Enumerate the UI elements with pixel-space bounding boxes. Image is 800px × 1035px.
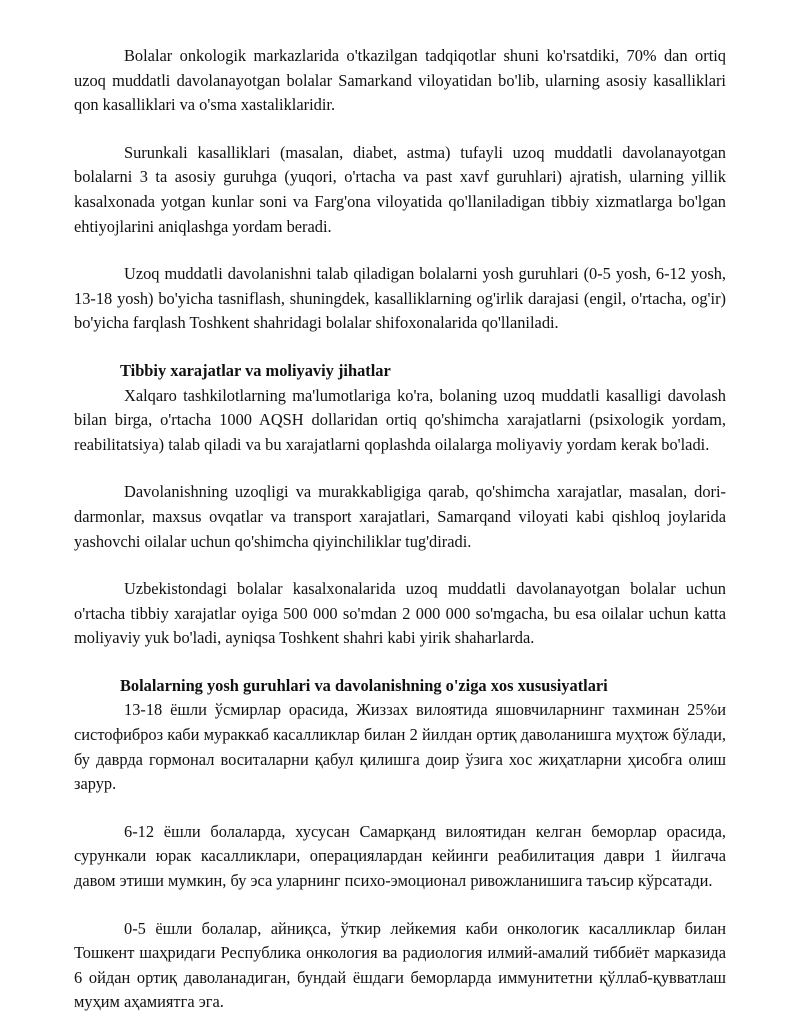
paragraph-age-group-classification: Uzoq muddatli davolanishni talab qiladigan bolalarni yosh guruhlari (0-5 yosh, 6-12 yosh, 13-18 yosh) bo'yicha tasniflash, shuningdek, kasalliklarning og'irlik darajasi (engil, o'rtacha, og'ir) bo'yicha farqlash Toshkent shahridagi bolalar shifoxonalarida qo'llaniladi. <box>74 264 726 333</box>
paragraph-additional-expenses: Davolanishning uzoqligi va murakkabligiga qarab, qo'shimcha xarajatlar, masalan, dori-darmonlar, maxsus ovqatlar va transport xarajatlari, Samarqand viloyati kabi qishloq joylarida yashovchi oilalar uchun qo'shimcha qiyinchiliklar tug'diradi. <box>74 482 726 551</box>
paragraph-children-6-12: 6-12 ёшли болаларда, хусусан Самарқанд вилоятидан келган беморлар орасида, сурункали юрак касалликлари, операциялардан кейинги реабилитация даври 1 йилгача давом этиши мумкин, бу эса уларнинг психо-эмоционал ривожланишига таъсир кўрсатади. <box>74 821 726 891</box>
section-heading-age-groups: Bolalarning yosh guruhlari va davolanishning o'ziga xos xususiyatlari <box>120 675 608 695</box>
paragraph-oncology-centers: Bolalar onkologik markazlarida o'tkazilgan tadqiqotlar shuni ko'rsatdiki, 70% dan ortiq uzoq muddatli davolanayotgan bolalar Samarkand viloyatidan bo'lib, ularning asosiy kasalliklari qon kasalliklari va o'sma xastaliklaridir. <box>74 46 726 115</box>
paragraph-chronic-diseases-groups: Surunkali kasalliklari (masalan, diabet, astma) tufayli uzoq muddatli davolanayotgan bolalarni 3 ta asosiy guruhga (yuqori, o'rtacha va past xavf guruhlari) ajratish, ularning yillik kasalxonada yotgan kunlar soni va Farg'ona viloyatida qo'llaniladigan tibbiy xizmatlarga bo'lgan ehtiyojlarini aniqlashga yordam beradi. <box>74 142 726 236</box>
paragraph-teenagers-13-18: 13-18 ёшли ўсмирлар орасида, Жиззах вилоятида яшовчиларнинг тахминан 25%и систофиброз каби мураккаб касалликлар билан 2 йилдан ортиқ даволанишга муҳтож бўлади, бу даврда гормонал воситаларни қабул қилишга доир ўзига хос жиҳатларни ҳисобга олиш зарур. <box>74 700 726 794</box>
section-heading-medical-costs: Tibbiy xarajatlar va moliyaviy jihatlar <box>120 360 391 380</box>
paragraph-monthly-costs: Uzbekistondagi bolalar kasalxonalarida uzoq muddatli davolanayotgan bolalar uchun o'rtacha tibbiy xarajatlar oyiga 500 000 so'mdan 2 000 000 so'mgacha, bu esa oilalar uchun katta moliyaviy yuk bo'ladi, ayniqsa Toshkent shahri kabi yirik shaharlarda. <box>74 579 726 648</box>
paragraph-international-data: Xalqaro tashkilotlarning ma'lumotlariga ko'ra, bolaning uzoq muddatli kasalligi davolash bilan birga, o'rtacha 1000 AQSH dollaridan ortiq qo'shimcha xarajatlarni (psixologik yordam, reabilitatsiya) talab qiladi va bu xarajatlarni qoplashda oilalarga moliyaviy yordam kerak bo'ladi. <box>74 385 726 454</box>
paragraph-children-0-5: 0-5 ёшли болалар, айниқса, ўткир лейкемия каби онкологик касалликлар билан Тошкент шаҳридаги Республика онкология ва радиология илмий-амалий тиббиёт марказида 6 ойдан ортиқ даволанадиган, бундай ёшдаги беморларда иммунитетни қўллаб-қувватлаш муҳим аҳамиятга эга. <box>74 918 726 1012</box>
